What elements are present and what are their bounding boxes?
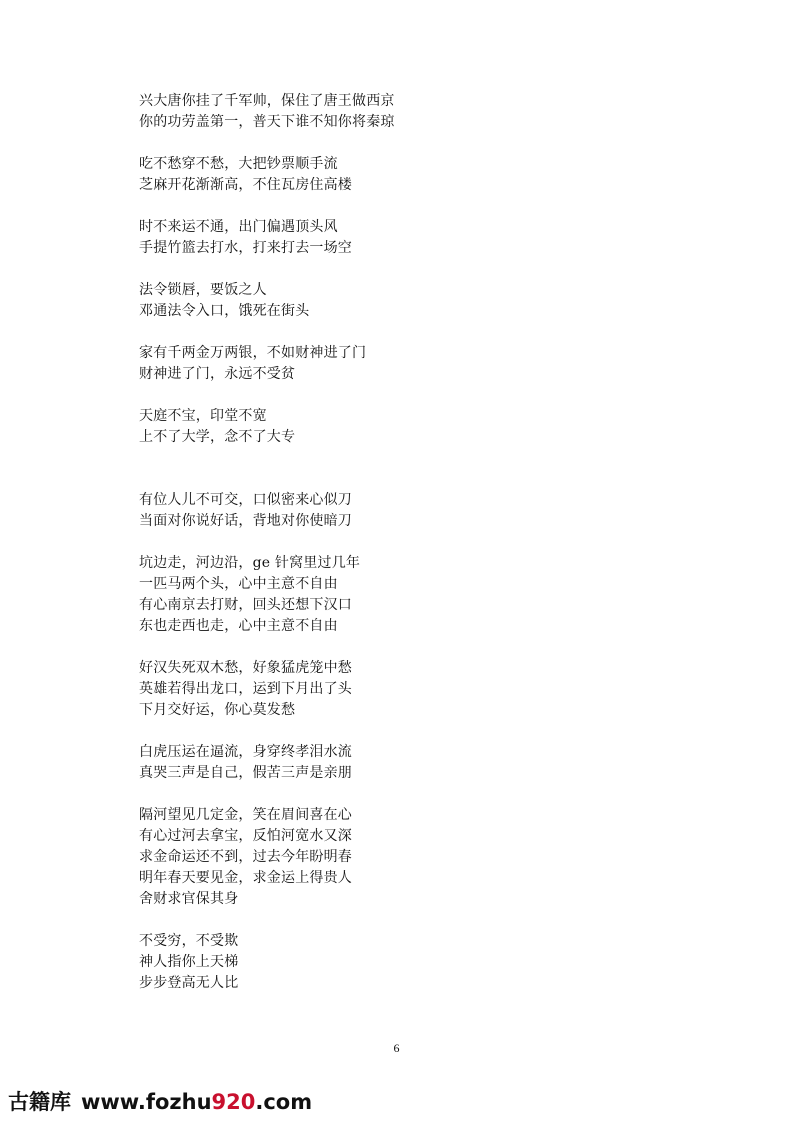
stanza <box>139 490 699 532</box>
poem-body <box>139 91 699 994</box>
verse-line: 舍财求官保其身 <box>139 891 239 907</box>
stanza <box>139 742 699 784</box>
site-watermark <box>8 1087 312 1117</box>
verse-line: 一匹马两个头，心中主意不自由 <box>139 576 338 592</box>
verse-line: 神人指你上天梯 <box>139 954 239 970</box>
verse-line: 财神进了门，永远不受贫 <box>139 366 296 382</box>
watermark-url-suffix: .com <box>255 1090 313 1114</box>
verse-line: 有心南京去打财，回头还想下汉口 <box>139 597 352 613</box>
watermark-url-number: 920 <box>211 1090 256 1114</box>
verse-line: 不受穷，不受欺 <box>139 933 239 949</box>
verse-line: 有位人儿不可交，口似密来心似刀 <box>139 492 352 508</box>
page-number: 6 <box>393 1041 400 1055</box>
verse-line: 时不来运不通，出门偏遇顶头风 <box>139 219 338 235</box>
watermark-site-name: 古籍库 <box>8 1090 71 1114</box>
verse-line: 家有千两金万两银，不如财神进了门 <box>139 345 367 361</box>
stanza <box>139 553 699 637</box>
verse-line: 白虎压运在逼流，身穿终孝泪水流 <box>139 744 352 760</box>
stanza <box>139 343 699 385</box>
verse-line: 英雄若得出龙口，运到下月出了头 <box>139 681 352 697</box>
verse-line: 你的功劳盖第一，普天下谁不知你将秦琼 <box>139 114 395 130</box>
stanza <box>139 154 699 196</box>
verse-line: 手提竹篮去打水，打来打去一场空 <box>139 240 352 256</box>
verse-line: 法令锁唇，要饭之人 <box>139 282 267 298</box>
verse-line: 求金命运还不到，过去今年盼明春 <box>139 849 352 865</box>
stanza <box>139 931 699 994</box>
verse-line: 下月交好运，你心莫发愁 <box>139 702 296 718</box>
verse-line: 天庭不宝，印堂不宽 <box>139 408 267 424</box>
verse-line: 吃不愁穿不愁，大把钞票顺手流 <box>139 156 338 172</box>
verse-line: 明年春天要见金，求金运上得贵人 <box>139 870 352 886</box>
verse-line: 上不了大学，念不了大专 <box>139 429 296 445</box>
verse-line: 好汉失死双木愁，好象猛虎笼中愁 <box>139 660 352 676</box>
verse-line: 坑边走，河边沿，ge 针窝里过几年 <box>139 555 361 571</box>
verse-line: 邓通法令入口，饿死在街头 <box>139 303 310 319</box>
verse-line: 当面对你说好话，背地对你使暗刀 <box>139 513 352 529</box>
stanza <box>139 280 699 322</box>
stanza <box>139 91 699 133</box>
stanza <box>139 658 699 721</box>
watermark-url-prefix: www.fozhu <box>81 1090 212 1114</box>
verse-line: 东也走西也走，心中主意不自由 <box>139 618 338 634</box>
verse-line: 真哭三声是自己，假苦三声是亲朋 <box>139 765 352 781</box>
verse-line: 步步登高无人比 <box>139 975 239 991</box>
stanza <box>139 805 699 910</box>
verse-line: 芝麻开花渐渐高，不住瓦房住高楼 <box>139 177 352 193</box>
verse-line: 兴大唐你挂了千军帅，保住了唐王做西京 <box>139 93 395 109</box>
stanza <box>139 406 699 448</box>
stanza <box>139 217 699 259</box>
verse-line: 有心过河去拿宝，反怕河宽水又深 <box>139 828 352 844</box>
verse-line: 隔河望见几定金，笑在眉间喜在心 <box>139 807 352 823</box>
